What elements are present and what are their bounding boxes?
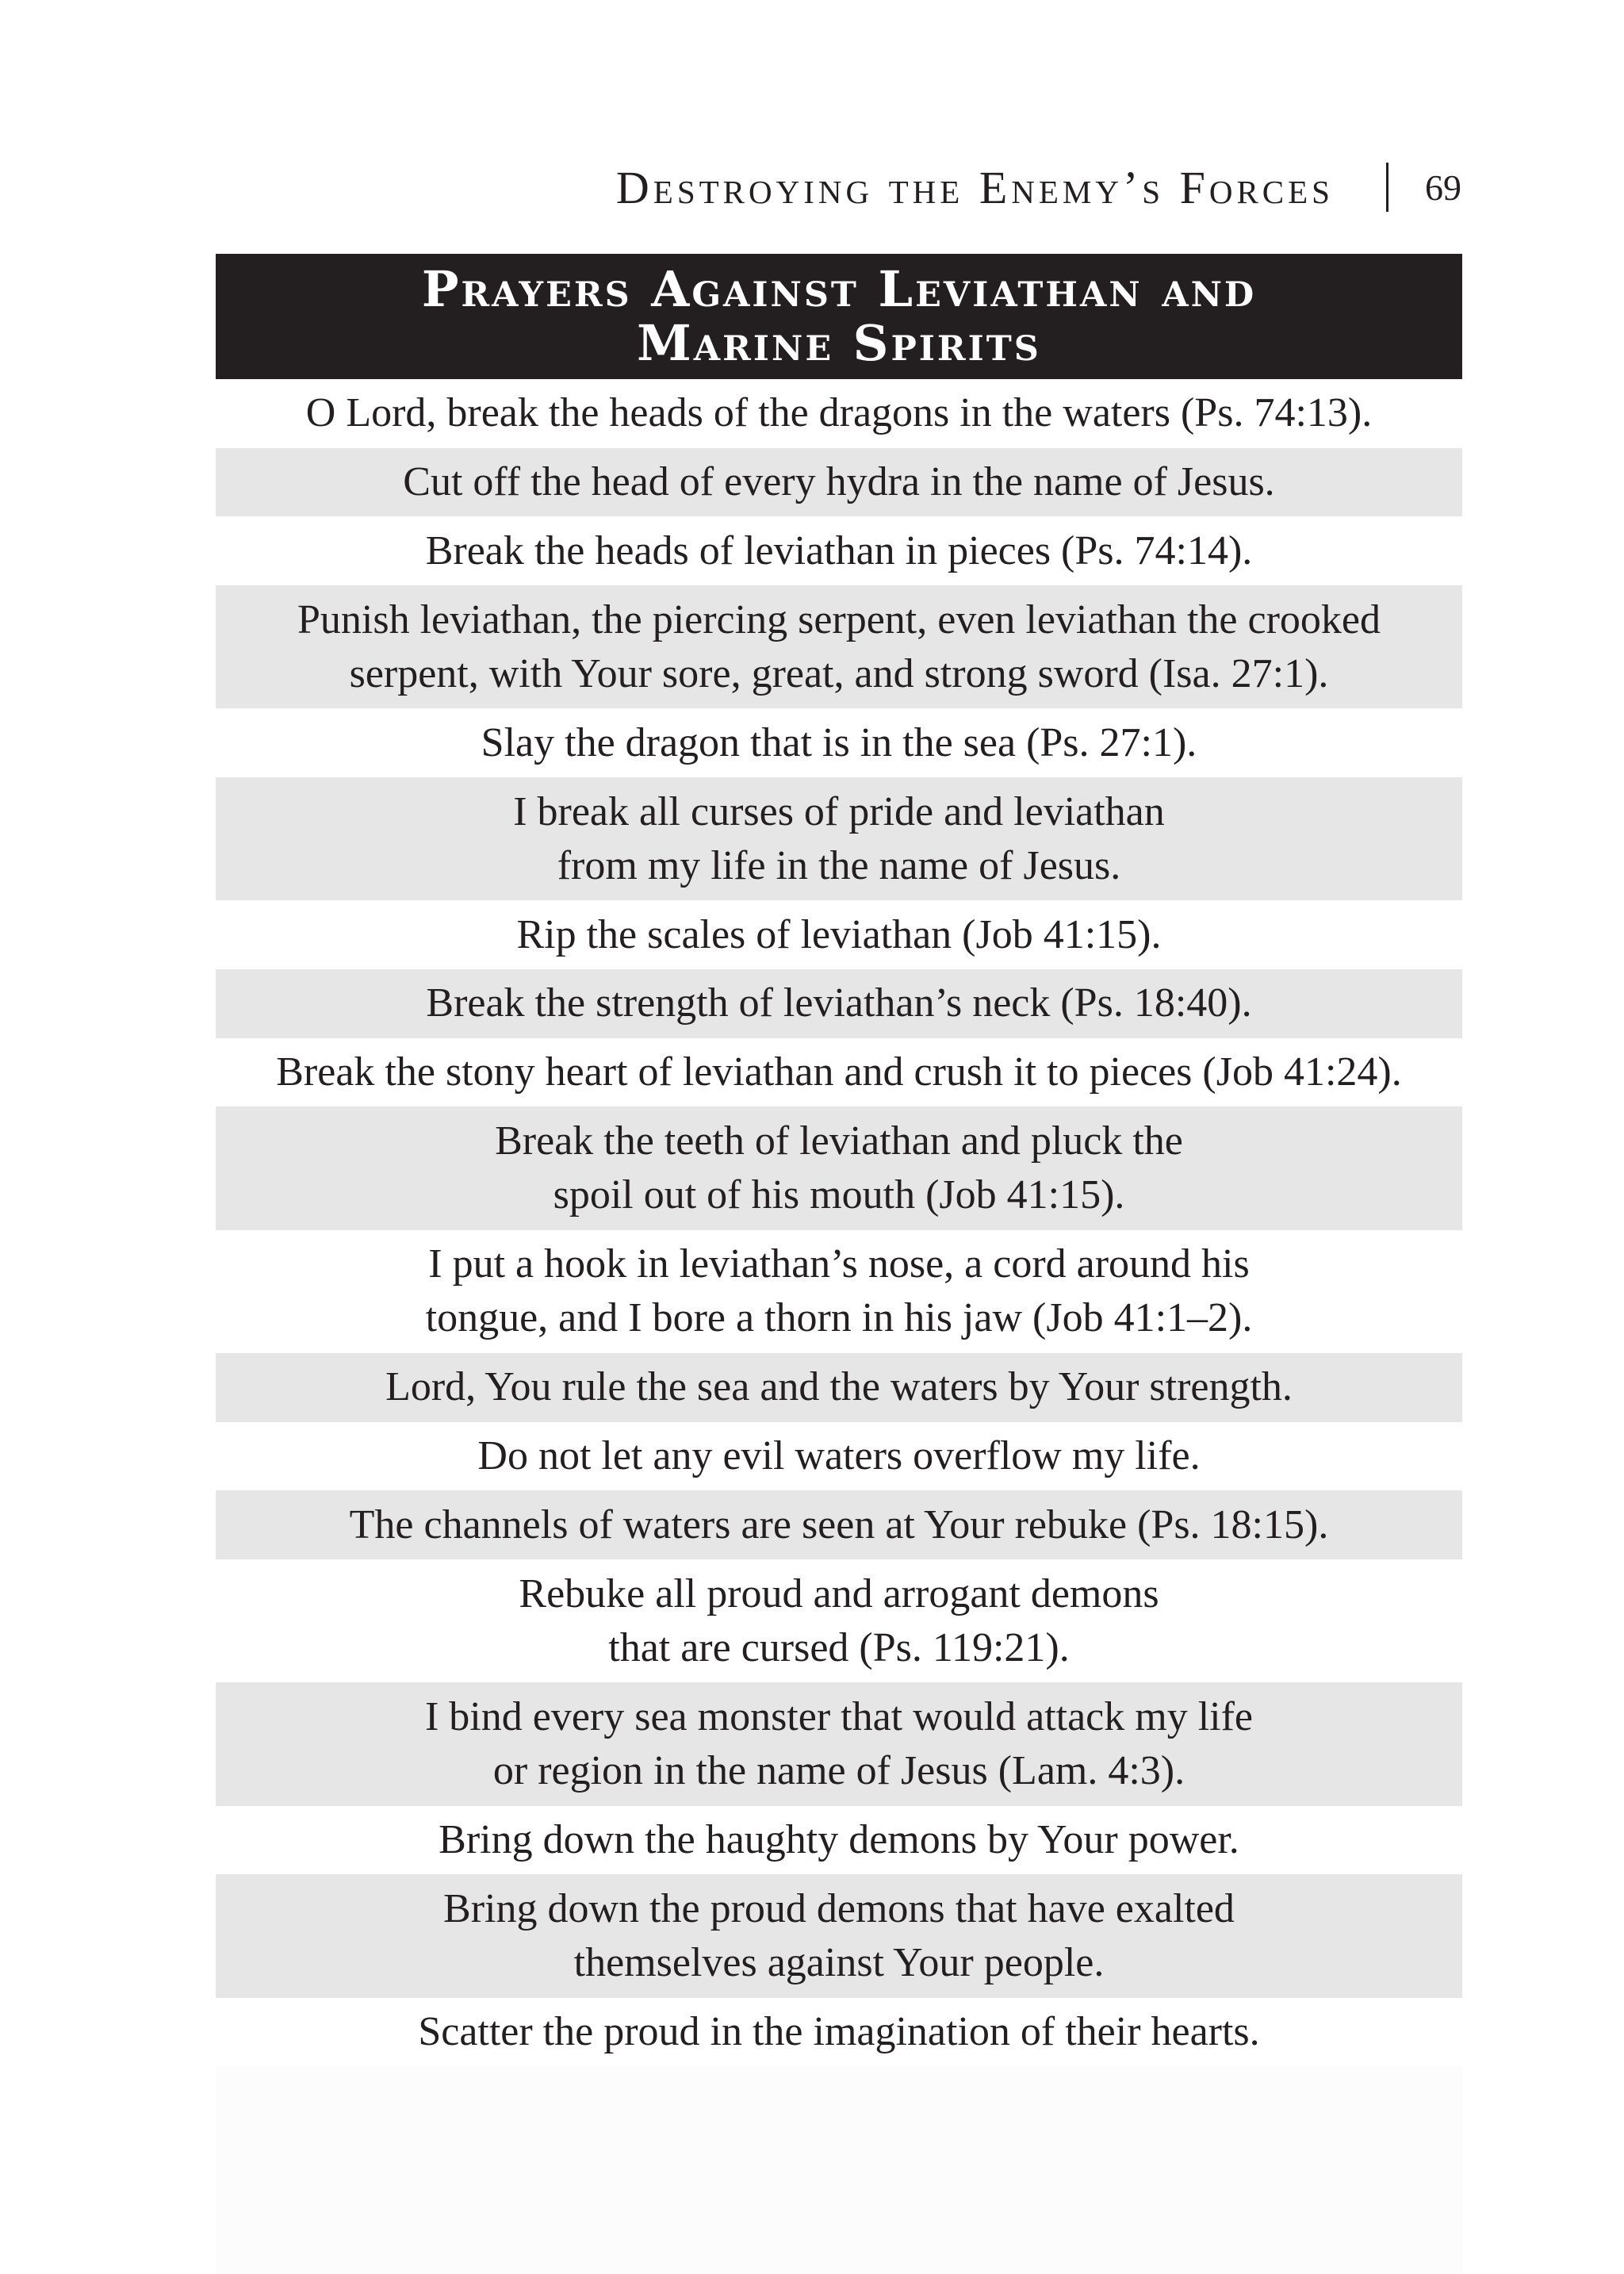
prayer-line: Rebuke all proud and arrogant demons — [519, 1570, 1159, 1616]
prayer-line: that are cursed (Ps. 119:21). — [608, 1624, 1070, 1670]
running-head-title: Destroying the Enemy’s Forces — [615, 161, 1334, 213]
prayer-line: O Lord, break the heads of the dragons in the waters (Ps. 74:13). — [305, 390, 1373, 436]
running-head-separator — [1386, 163, 1388, 212]
prayer-line: Lord, You rule the sea and the waters by Your strength. — [385, 1364, 1293, 1410]
prayer-line: themselves against Your people. — [573, 1939, 1105, 1985]
page-shadow — [216, 2062, 1462, 2274]
table-row — [216, 708, 1462, 777]
table-row — [216, 1422, 1462, 1491]
prayer-table — [216, 254, 1462, 2066]
page-number: 69 — [1425, 167, 1461, 208]
table-row — [216, 777, 1462, 900]
table-header-line: Prayers Against Leviathan and — [421, 260, 1257, 318]
table-row — [216, 448, 1462, 517]
table-row — [216, 1038, 1462, 1107]
prayer-line: Slay the dragon that is in the sea (Ps. 27:1). — [481, 719, 1197, 765]
table-header — [216, 254, 1462, 379]
table-row — [216, 1106, 1462, 1229]
table-row — [216, 516, 1462, 585]
prayer-line: Cut off the head of every hydra in the name of Jesus. — [403, 459, 1275, 505]
table-row — [216, 585, 1462, 708]
prayer-line: Break the stony heart of leviathan and crush it to pieces (Job 41:24). — [276, 1049, 1402, 1095]
prayer-line: spoil out of his mouth (Job 41:15). — [553, 1172, 1125, 1218]
prayer-line: or region in the name of Jesus (Lam. 4:3). — [492, 1748, 1185, 1793]
table-row — [216, 1806, 1462, 1875]
prayer-line: I break all curses of pride and leviathan — [513, 788, 1165, 834]
table-row — [216, 900, 1462, 969]
table-header-line: Marine Spirits — [637, 314, 1041, 372]
prayer-line: The channels of waters are seen at Your rebuke (Ps. 18:15). — [349, 1501, 1329, 1547]
table-row — [216, 1682, 1462, 1805]
table-row — [216, 1230, 1462, 1353]
table-row — [216, 379, 1462, 448]
prayer-line: from my life in the name of Jesus. — [557, 842, 1121, 888]
table-row — [216, 1353, 1462, 1422]
prayer-line: Bring down the haughty demons by Your power. — [439, 1817, 1239, 1862]
prayer-line: I put a hook in leviathan’s nose, a cord around his — [428, 1241, 1250, 1287]
table-row — [216, 1998, 1462, 2067]
prayer-line: Punish leviathan, the piercing serpent, even leviathan the crooked — [297, 596, 1381, 642]
prayer-line: serpent, with Your sore, great, and strong sword (Isa. 27:1). — [349, 650, 1329, 696]
prayer-line: Break the heads of leviathan in pieces (Ps. 74:14). — [425, 527, 1253, 573]
prayer-line: Rip the scales of leviathan (Job 41:15). — [516, 911, 1162, 957]
table-row — [216, 1874, 1462, 1997]
prayer-line: tongue, and I bore a thorn in his jaw (Job 41:1–2). — [425, 1295, 1253, 1341]
prayer-line: Break the teeth of leviathan and pluck the — [495, 1118, 1183, 1164]
prayer-line: Bring down the proud demons that have exalted — [443, 1885, 1235, 1931]
table-row — [216, 969, 1462, 1038]
table-row — [216, 1559, 1462, 1682]
running-head — [0, 155, 1461, 219]
table-body — [216, 379, 1462, 2066]
prayer-line: Scatter the proud in the imagination of their hearts. — [418, 2008, 1260, 2054]
prayer-line: Do not let any evil waters overflow my life. — [477, 1433, 1201, 1479]
table-row — [216, 1490, 1462, 1559]
prayer-line: Break the strength of leviathan’s neck (Ps. 18:40). — [426, 980, 1252, 1026]
prayer-line: I bind every sea monster that would attack my life — [424, 1694, 1253, 1739]
